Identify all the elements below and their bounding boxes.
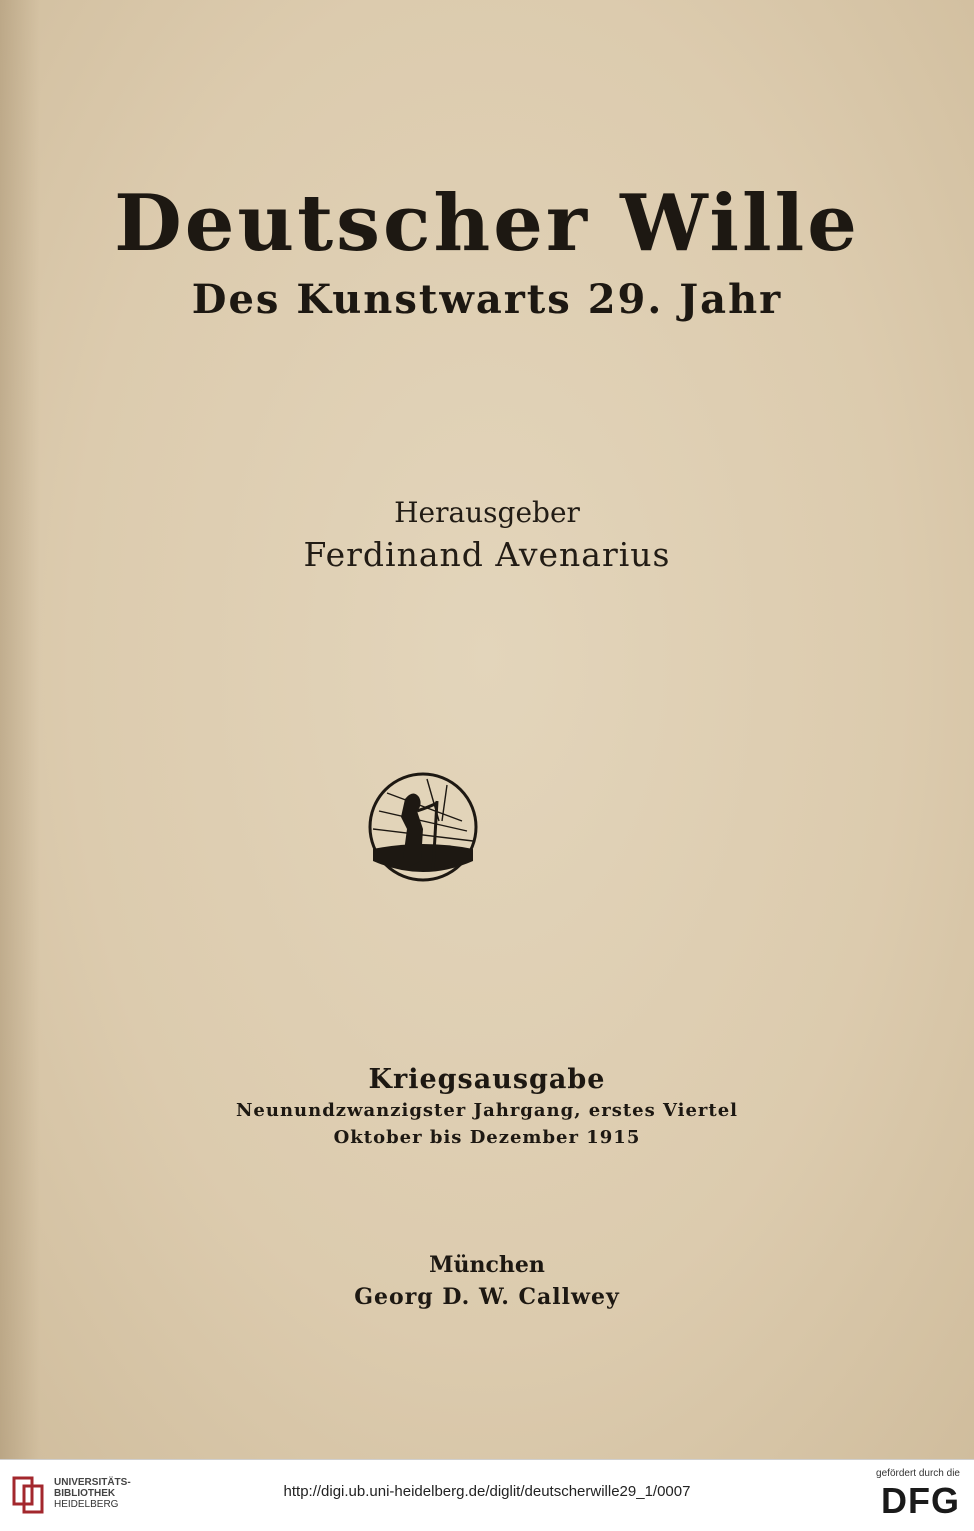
- dfg-logo-text: DFG: [881, 1480, 960, 1521]
- imprint-publisher: Georg D. W. Callwey: [354, 1284, 620, 1310]
- book-title: Deutscher Wille: [114, 178, 860, 269]
- editor-name: Ferdinand Avenarius: [303, 535, 671, 574]
- editor-label: Herausgeber: [394, 496, 580, 529]
- digitization-footer: [0, 1459, 974, 1531]
- library-name-line1: UNIVERSITÄTS-: [54, 1477, 131, 1488]
- library-name-line3: HEIDELBERG: [54, 1499, 119, 1510]
- edition-volume-line: Neunundzwanzigster Jahrgang, erstes Viertel: [235, 1100, 739, 1121]
- edition-date: Oktober bis Dezember 1915: [333, 1127, 641, 1148]
- dfg-funding-logo[interactable]: [850, 1468, 960, 1519]
- publisher-emblem-icon: [367, 771, 479, 883]
- book-subtitle: Des Kunstwarts 29. Jahr: [191, 276, 783, 323]
- library-name-line2: BIBLIOTHEK: [54, 1488, 116, 1499]
- permalink-url[interactable]: http://digi.ub.uni-heidelberg.de/diglit/deutscherwille29_1/0007: [283, 1483, 691, 1500]
- edition-title: Kriegsausgabe: [368, 1064, 606, 1095]
- dfg-caption: gefördert durch die: [876, 1468, 960, 1479]
- imprint-city: München: [429, 1252, 545, 1278]
